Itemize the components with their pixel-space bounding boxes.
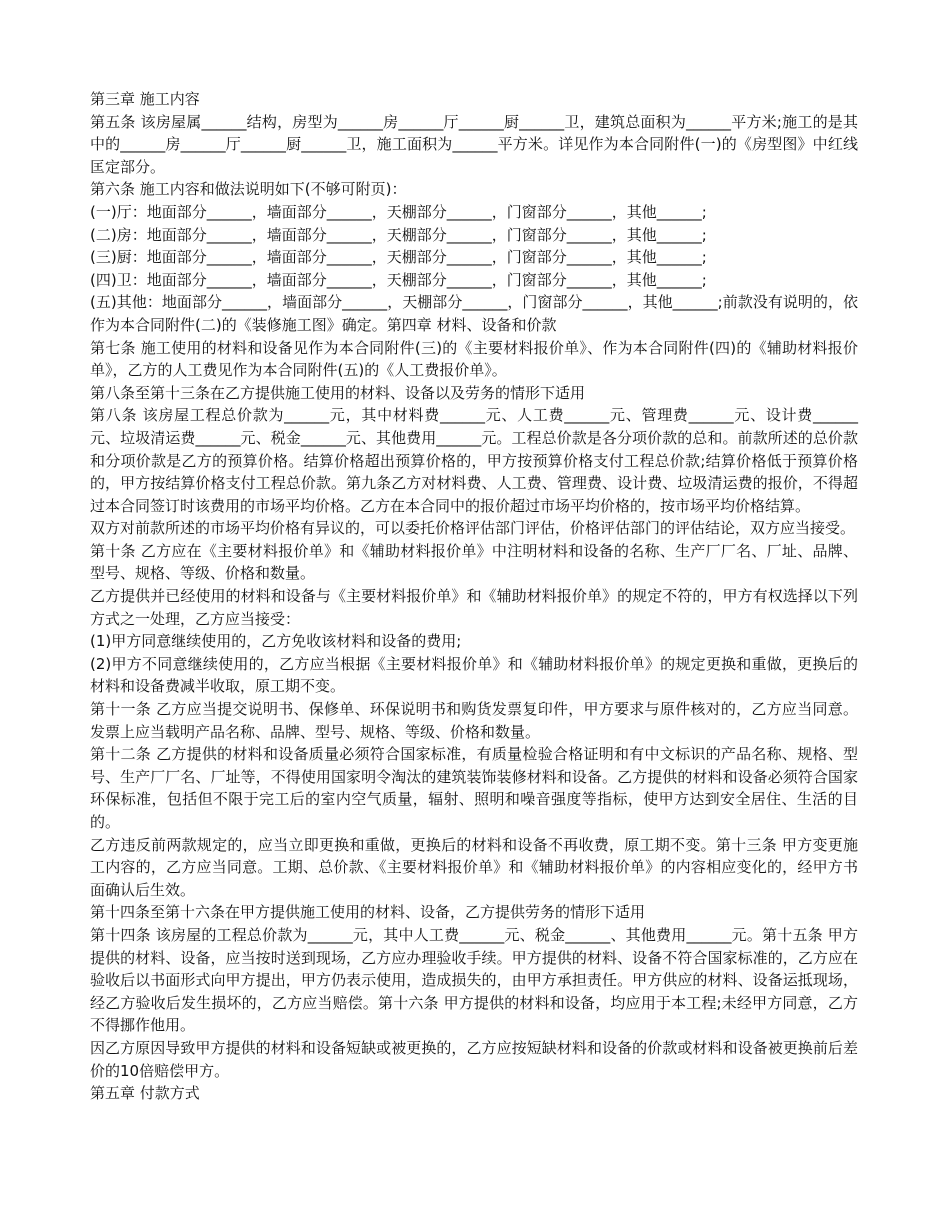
item-other: (五)其他：地面部分______，墙面部分______，天棚部分______，门窗部分______，其他______;前款没有说明的，依作为本合同附件(二)的《装修施工图》确定。第四章 材料、设备和价款 — [90, 293, 858, 334]
option-1: (1)甲方同意继续使用的，乙方免收该材料和设备的费用; — [90, 632, 462, 651]
item-kitchen: (三)厨：地面部分______，墙面部分______，天棚部分______，门窗部分______，其他______; — [90, 248, 707, 267]
articles-8-13-note: 第八条至第十三条在乙方提供施工使用的材料、设备以及劳务的情形下适用 — [90, 383, 586, 402]
article-11: 第十一条 乙方应当提交说明书、保修单、环保说明书和购货发票复印件，甲方要求与原件核对的，乙方应当同意。发票上应当载明产品名称、品牌、型号、规格、等级、价格和数量。 — [90, 700, 858, 741]
price-dispute-paragraph: 双方对前款所述的市场平均价格有异议的，可以委托价格评估部门评估，价格评估部门的评估结论，双方应当接受。 — [90, 519, 856, 538]
chapter-3-heading: 第三章 施工内容 — [90, 90, 200, 108]
chapter-5-heading: 第五章 付款方式 — [90, 1084, 200, 1103]
article-13: 乙方违反前两款规定的，应当立即更换和重做，更换后的材料和设备不再收费，原工期不变。第十三条 甲方变更施工内容的，乙方应当同意。工期、总价款、《主要材料报价单》和《辅助材料报价单》的内容相应变化的，经甲方书面确认后生效。 — [90, 835, 858, 899]
item-bathroom: (四)卫：地面部分______，墙面部分______，天棚部分______，门窗部分______，其他______; — [90, 270, 707, 289]
article-14-16: 第十四条 该房屋的工程总价款为______元，其中人工费______元、税金______、其他费用______元。第十五条 甲方提供的材料、设备，应当按时送到现场，乙方应办理验收手续。甲方提供的材料、设备不符合国家标准的，乙方应在验收后以书面形式向甲方提出，甲方仍表示使用，造成损失的，由甲方承担责任。甲方供应的材料、设备运抵现场，经乙方验收后发生损坏的，乙方应当赔偿。第十六条 甲方提供的材料和设备，均应用于本工程;未经甲方同意，乙方不得挪作他用。 — [90, 925, 858, 1035]
document-body — [90, 88, 858, 1105]
article-10: 第十条 乙方应在《主要材料报价单》和《辅助材料报价单》中注明材料和设备的名称、生产厂厂名、厂址、品牌、型号、规格、等级、价格和数量。 — [90, 541, 858, 583]
item-living-room: (一)厅：地面部分______，墙面部分______，天棚部分______，门窗部分______，其他______; — [90, 202, 707, 221]
article-5: 第五条 该房屋属______结构，房型为______房______厅______厨______卫，建筑总面积为______平方米;施工的是其中的______房______厅______厨______卫，施工面积为______平方米。详见作为本合同附件(一)的《房型图》中红线匡定部分。 — [90, 112, 858, 176]
item-bedroom: (二)房：地面部分______，墙面部分______，天棚部分______，门窗部分______，其他______; — [90, 225, 707, 244]
article-12: 第十二条 乙方提供的材料和设备质量必须符合国家标准，有质量检验合格证明和有中文标识的产品名称、规格、型号、生产厂厂名、厂址等，不得使用国家明令淘汰的建筑装饰装修材料和设备。乙方提供的材料和设备必须符合国家环保标准，包括但不限于完工后的室内空气质量，辐射、照明和噪音强度等指标，使甲方达到安全居住、生活的目的。 — [90, 745, 858, 831]
option-2: (2)甲方不同意继续使用的，乙方应当根据《主要材料报价单》和《辅助材料报价单》的规定更换和重做，更换后的材料和设备费减半收取，原工期不变。 — [90, 654, 858, 696]
article-8-9: 第八条 该房屋工程总价款为______元，其中材料费______元、人工费______元、管理费______元、设计费______元、垃圾清运费______元、税金______元、其他费用______元。工程总价款是各分项价款的总和。前款所述的总价款和分项价款是乙方的预算价格。结算价格超出预算价格的，甲方按预算价格支付工程总价款;结算价格低于预算价格的，甲方按结算价格支付工程总价款。第九条乙方对材料费、人工费、管理费、设计费、垃圾清运费的报价，不得超过本合同签订时该费用的市场平均价格。乙方在本合同中的报价超过市场平均价格的，按市场平均价格结算。 — [90, 406, 858, 515]
nonconforming-materials-paragraph: 乙方提供并已经使用的材料和设备与《主要材料报价单》和《辅助材料报价单》的规定不符的，甲方有权选择以下列方式之一处理，乙方应当接受： — [90, 587, 858, 628]
article-6: 第六条 施工内容和做法说明如下(不够可附页)： — [90, 180, 407, 199]
article-7: 第七条 施工使用的材料和设备见作为本合同附件(三)的《主要材料报价单》、作为本合同附件(四)的《辅助材料报价单》，乙方的人工费见作为本合同附件(五)的《人工费报价单》。 — [90, 338, 858, 380]
articles-14-16-note: 第十四条至第十六条在甲方提供施工使用的材料、设备，乙方提供劳务的情形下适用 — [90, 903, 646, 922]
shortage-compensation-paragraph: 因乙方原因导致甲方提供的材料和设备短缺或被更换的，乙方应按短缺材料和设备的价款或材料和设备被更换前后差价的10倍赔偿甲方。 — [90, 1038, 858, 1080]
